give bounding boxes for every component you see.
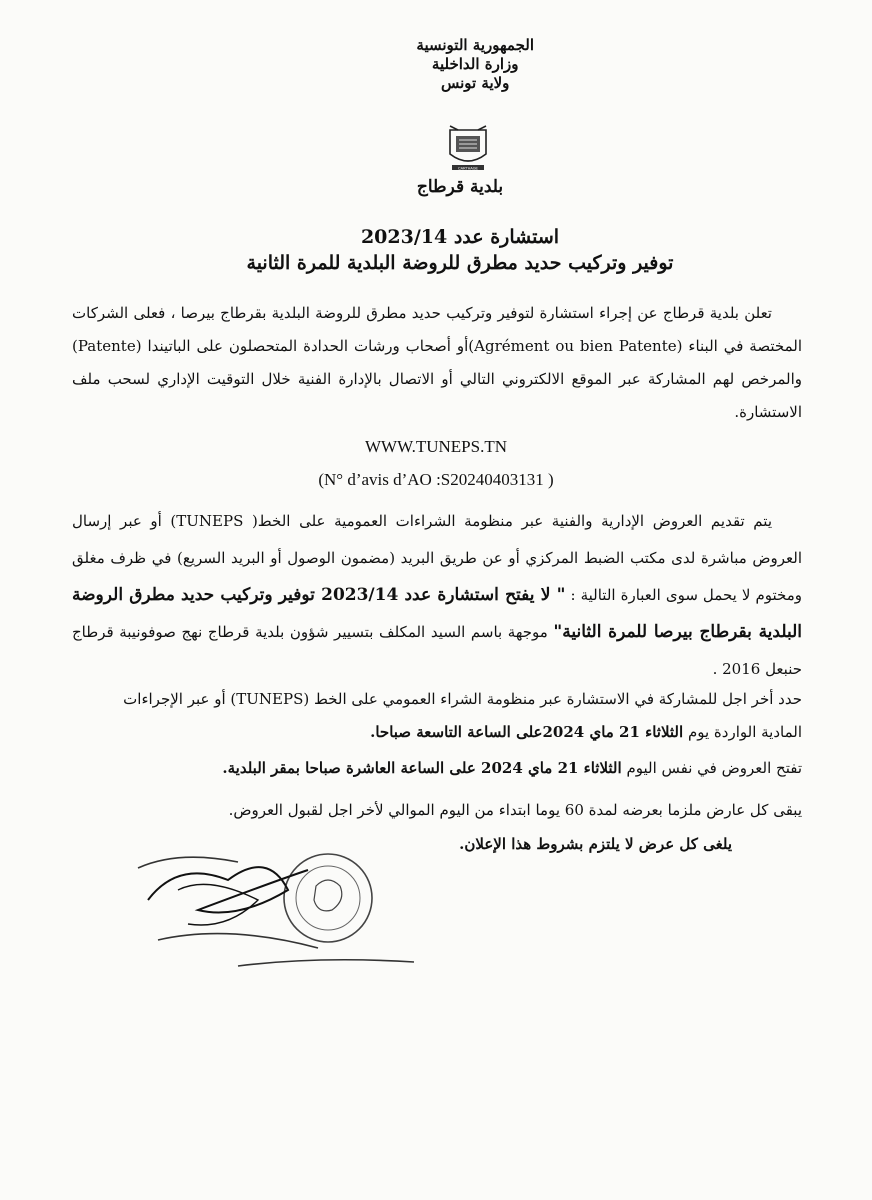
opening-intro: تفتح العروض في نفس اليوم [621, 759, 802, 777]
deadline-line-1: حدد أخر اجل للمشاركة في الاستشارة عبر منظومة الشراء العمومي على الخط (TUNEPS) أو عبر الإجراءات [123, 690, 802, 708]
emblem-caption: CARTHAGE [458, 166, 478, 171]
envelope-inscription: " لا يفتح استشارة عدد 2023/14 توفير وتركيب حديد مطرق الروضة البلدية بقرطاج بيرصا للمرة الثانية" [72, 585, 802, 642]
deadline-intro: المادية الواردة يوم [683, 723, 802, 741]
submission-text-1: يتم تقديم العروض الإدارية والفنية عبر منظومة الشراءات العمومية على الخط( TUNEPS) أو عبر إرسال العروض مباشرة لدى مكتب الضبط المركزي أو عن طريق البريد (مضمون الوصول أو البريد السريع) في ظرف مغلق ومختوم لا يحمل سوى العبارة التالية : [72, 512, 802, 604]
opening-date: الثلاثاء 21 ماي 2024 على الساعة العاشرة صباحا بمقر البلدية. [222, 759, 622, 777]
deadline-line-2 [32, 723, 802, 741]
consultation-number: استشارة عدد 2023/14 [360, 226, 560, 248]
opening-line [32, 759, 802, 777]
deadline-date: الثلاثاء 21 ماي 2024على الساعة التاسعة صباحا. [370, 723, 684, 741]
carthage-municipality-emblem-icon [446, 124, 490, 172]
letterhead-ministry: وزارة الداخلية [431, 55, 519, 73]
validity-line: يبقى كل عارض ملزما بعرضه لمدة 60 يوما ابتداء من اليوم الموالي لأخر اجل لقبول العروض. [228, 801, 802, 819]
municipality-name: بلدية قرطاج [416, 177, 504, 197]
letterhead-governorate: ولاية تونس [440, 74, 510, 92]
letterhead [416, 36, 534, 93]
signature-and-stamp [118, 840, 428, 990]
website-link[interactable]: WWW.TUNEPS.TN [365, 437, 507, 456]
consultation-subject: توفير وتركيب حديد مطرق للروضة البلدية للمرة الثانية [246, 252, 674, 274]
notice-reference: (N° d’avis d’AO :S20240403131 ) [318, 470, 554, 489]
submission-paragraph [72, 503, 802, 688]
letterhead-republic: الجمهورية التونسية [416, 36, 534, 54]
submission-text-2: موجهة باسم السيد المكلف بتسيير شؤون بلدية قرطاج نهج صوفونيبة قرطاج حنبعل 2016 . [72, 623, 802, 678]
intro-paragraph: تعلن بلدية قرطاج عن إجراء استشارة لتوفير وتركيب حديد مطرق للروضة البلدية بقرطاج بيرصا ، فعلى الشركات المختصة في البناء (Agrément ou bien Patente)أو أصحاب ورشات الحدادة المتحصلون على الباتيندا (Patente) والمرخص لهم المشاركة عبر الموقع الالكتروني التالي أو الاتصال بالإدارة الفنية خلال التوقيت الإداري لسحب ملف الاستشارة. [72, 304, 802, 421]
cancellation-line: يلغى كل عرض لا يلتزم بشروط هذا الإعلان. [459, 835, 732, 853]
